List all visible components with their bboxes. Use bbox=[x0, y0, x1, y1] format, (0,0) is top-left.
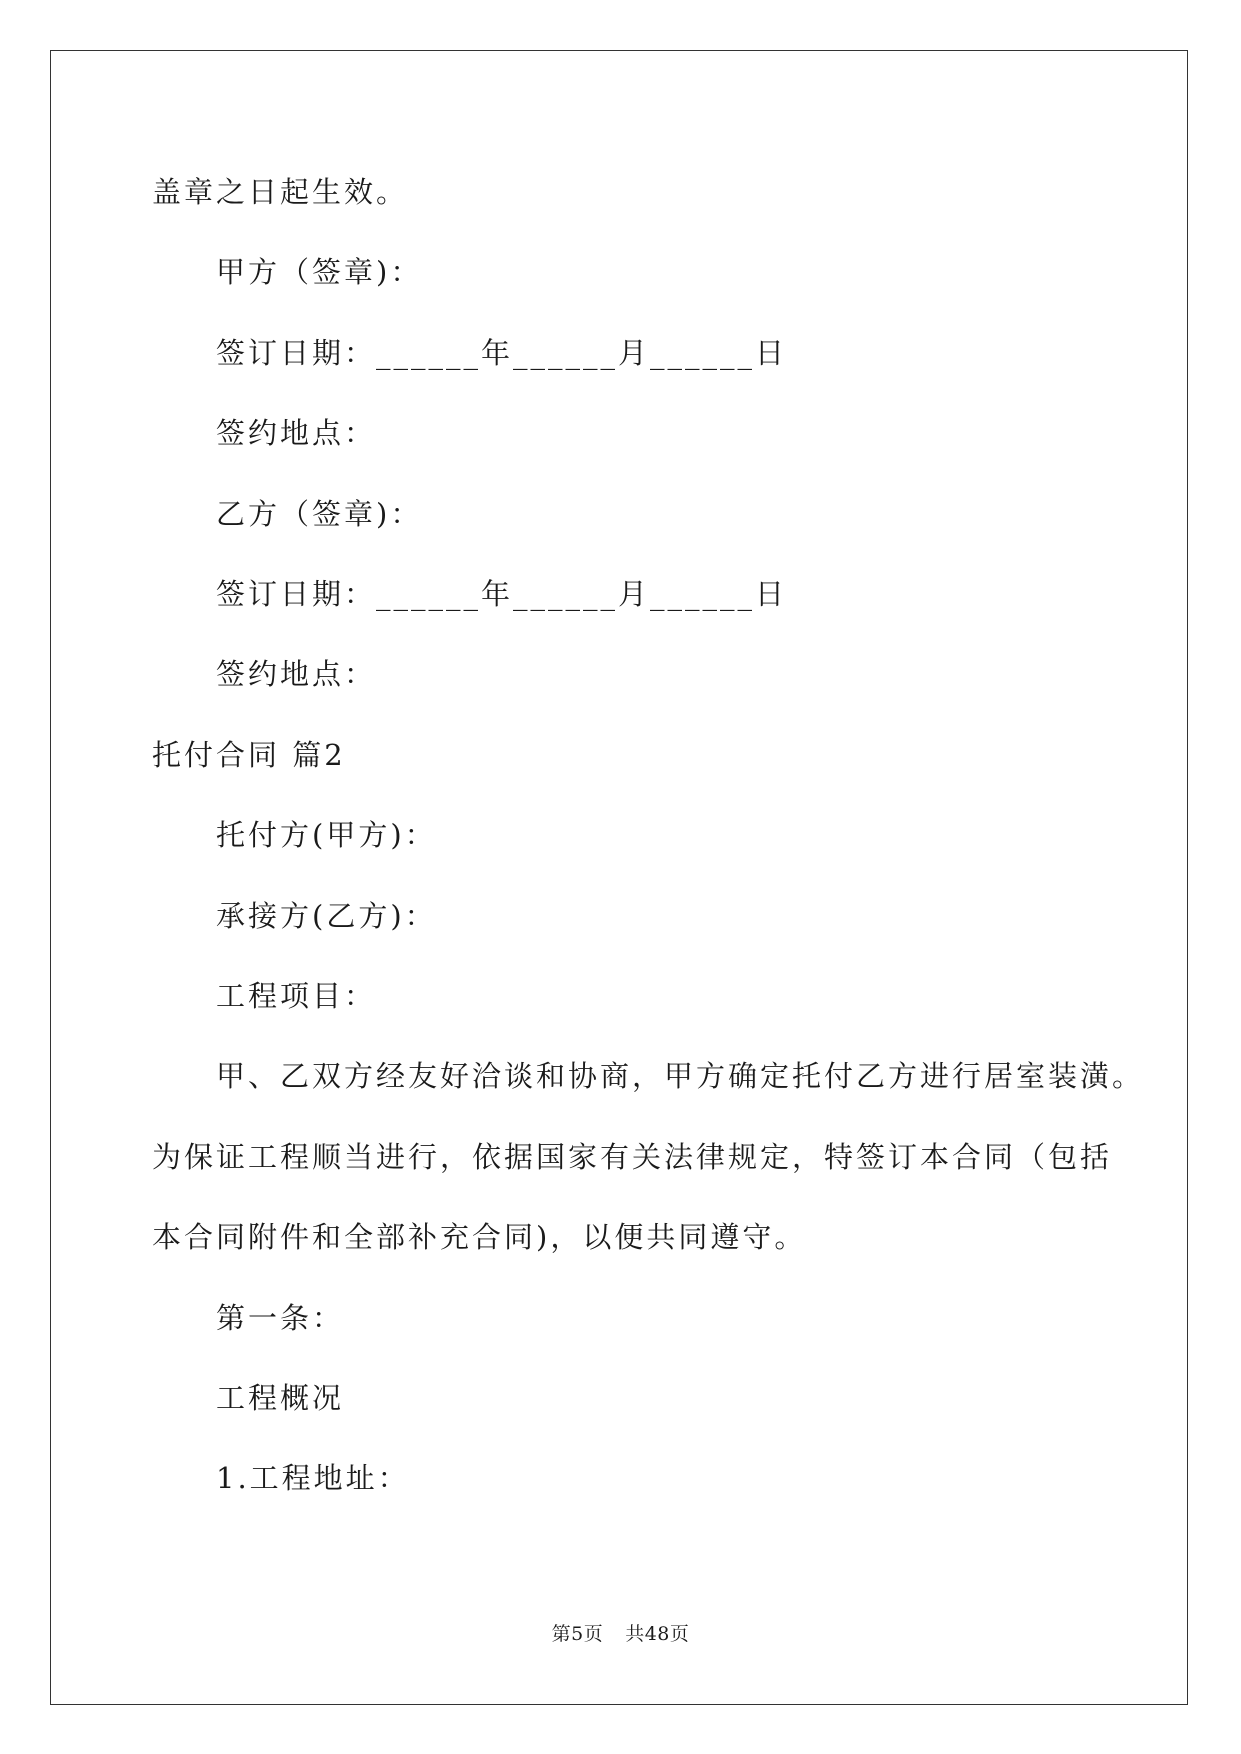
page-number: 第5页 bbox=[551, 1623, 604, 1645]
text-line: 签约地点： bbox=[216, 657, 377, 691]
text-line: 1.工程地址： bbox=[216, 1461, 410, 1495]
text-line: 承接方(乙方)： bbox=[216, 899, 437, 933]
page-footer bbox=[0, 1622, 1241, 1646]
text-line: 工程概况 bbox=[216, 1381, 345, 1415]
paragraph-line: 为保证工程顺当进行，依据国家有关法律规定，特签订本合同（包括 bbox=[152, 1140, 1113, 1174]
text-line: 签订日期：______年______月______日 bbox=[216, 577, 788, 611]
text-line: 乙方（签章)： bbox=[216, 497, 423, 531]
text-line: 工程项目： bbox=[216, 979, 377, 1013]
text-line: 甲方（签章)： bbox=[216, 255, 423, 289]
section-heading: 托付合同 篇2 bbox=[152, 738, 346, 772]
text-line: 签订日期：______年______月______日 bbox=[216, 336, 788, 370]
text-line: 第一条： bbox=[216, 1301, 345, 1335]
text-line: 盖章之日起生效。 bbox=[152, 175, 409, 209]
paragraph-line: 甲、乙双方经友好洽谈和协商，甲方确定托付乙方进行居室装潢。 bbox=[216, 1059, 1145, 1093]
page-frame bbox=[50, 50, 1188, 1705]
page-total: 共48页 bbox=[625, 1623, 690, 1645]
paragraph-line: 本合同附件和全部补充合同)，以便共同遵守。 bbox=[152, 1220, 807, 1254]
text-line: 签约地点： bbox=[216, 416, 377, 450]
text-line: 托付方(甲方)： bbox=[216, 818, 437, 852]
